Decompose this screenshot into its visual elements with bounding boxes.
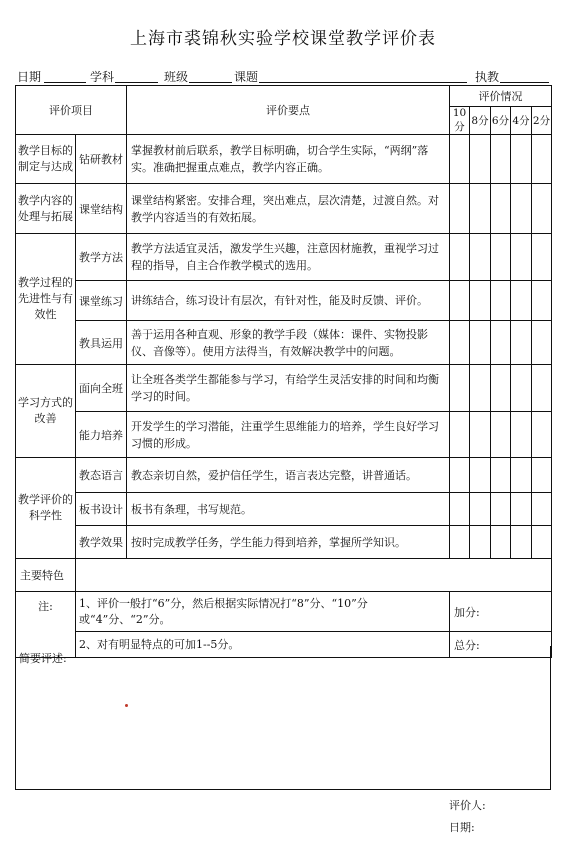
subject-label: 学科: [90, 70, 115, 84]
date-field[interactable]: [44, 82, 86, 83]
total-label: 总分:: [450, 632, 552, 658]
table-row: [16, 458, 552, 493]
table-header-row: [16, 86, 552, 107]
subitem-cell: 教具运用: [76, 321, 127, 365]
score-cell[interactable]: [491, 365, 511, 412]
score-cell[interactable]: [450, 184, 470, 234]
features-row: [16, 559, 552, 592]
score-cell[interactable]: [470, 184, 491, 234]
score-cell[interactable]: [450, 281, 470, 321]
score-cell[interactable]: [532, 493, 552, 526]
evaluator-label: 评价人:: [449, 799, 486, 812]
teacher-label: 执教: [475, 70, 500, 84]
description-cell: 让全班各类学生都能参与学习，有给学生灵活安排的时间和均衡学习的时间。: [127, 365, 450, 412]
subject-field[interactable]: [115, 82, 158, 83]
header-item: 评价项目: [16, 86, 127, 135]
score-header: 10分: [450, 107, 470, 135]
table-row: [16, 321, 552, 365]
topic-field[interactable]: [259, 82, 467, 83]
description-cell: 按时完成教学任务，学生能力得到培养，掌握所学知识。: [127, 526, 450, 559]
subitem-cell: 课堂结构: [76, 184, 127, 234]
score-cell[interactable]: [450, 526, 470, 559]
score-cell[interactable]: [532, 234, 552, 281]
subitem-cell: 教学效果: [76, 526, 127, 559]
score-cell[interactable]: [511, 365, 532, 412]
subitem-cell: 钻研教材: [76, 135, 127, 184]
description-cell: 善于运用各种直观、形象的教学手段（媒体：课件、实物投影仪、音像等）。使用方法得当，有效解决教学中的问题。: [127, 321, 450, 365]
score-cell[interactable]: [511, 321, 532, 365]
score-cell[interactable]: [470, 281, 491, 321]
description-cell: 讲练结合，练习设计有层次，有针对性，能及时反馈、评价。: [127, 281, 450, 321]
score-cell[interactable]: [511, 493, 532, 526]
score-cell[interactable]: [511, 135, 532, 184]
subitem-cell: 课堂练习: [76, 281, 127, 321]
score-cell[interactable]: [491, 234, 511, 281]
ink-mark: [125, 704, 128, 707]
score-cell[interactable]: [532, 458, 552, 493]
score-cell[interactable]: [532, 321, 552, 365]
description-cell: 教学方法适宜灵活，激发学生兴趣，注意因材施教，重视学习过程的指导，自主合作教学模式的选用。: [127, 234, 450, 281]
score-cell[interactable]: [470, 526, 491, 559]
table-row: [16, 526, 552, 559]
score-cell[interactable]: [511, 526, 532, 559]
score-header: 8分: [470, 107, 491, 135]
score-header: 6分: [491, 107, 511, 135]
description-cell: 开发学生的学习潜能，注重学生思维能力的培养，学生良好学习习惯的形成。: [127, 412, 450, 458]
table-row: [16, 135, 552, 184]
score-cell[interactable]: [450, 365, 470, 412]
header-fields: [15, 68, 551, 84]
table-row: [16, 493, 552, 526]
table-row: [16, 281, 552, 321]
score-cell[interactable]: [532, 365, 552, 412]
score-cell[interactable]: [450, 493, 470, 526]
score-cell[interactable]: [470, 321, 491, 365]
teacher-field[interactable]: [500, 82, 549, 83]
table-row: [16, 365, 552, 412]
score-cell[interactable]: [532, 526, 552, 559]
note-1: 1、评价一般打“6”分，然后根据实际情况打“8”分、“10”分或“4”分、“2”分。: [76, 592, 450, 632]
score-header: 4分: [511, 107, 532, 135]
table-row: [16, 234, 552, 281]
score-cell[interactable]: [450, 135, 470, 184]
notes-label: 注:: [16, 592, 76, 658]
score-cell[interactable]: [450, 321, 470, 365]
score-cell[interactable]: [491, 458, 511, 493]
notes-row: [16, 592, 552, 632]
form-title: 上海市裘锦秋实验学校课堂教学评价表: [130, 29, 436, 49]
score-cell[interactable]: [491, 321, 511, 365]
score-cell[interactable]: [470, 412, 491, 458]
subitem-cell: 教学方法: [76, 234, 127, 281]
category-cell: 教学目标的制定与达成: [16, 135, 76, 184]
subitem-cell: 板书设计: [76, 493, 127, 526]
class-label: 班级: [164, 70, 189, 84]
score-cell[interactable]: [470, 234, 491, 281]
category-cell: 教学过程的先进性与有效性: [16, 234, 76, 365]
category-cell: 教学评价的科学性: [16, 458, 76, 559]
score-cell[interactable]: [511, 458, 532, 493]
note-2: 2、对有明显特点的可加1--5分。: [76, 632, 450, 658]
class-field[interactable]: [189, 82, 232, 83]
score-cell[interactable]: [470, 365, 491, 412]
description-cell: 掌握教材前后联系，教学目标明确，切合学生实际，“两纲”落实。准确把握重点难点，教学内容正确。: [127, 135, 450, 184]
score-cell[interactable]: [491, 493, 511, 526]
description-cell: 教态亲切自然，爱护信任学生，语言表达完整，讲普通话。: [127, 458, 450, 493]
subitem-cell: 能力培养: [76, 412, 127, 458]
score-cell[interactable]: [470, 493, 491, 526]
table-row: [16, 412, 552, 458]
summary-label: 简要评述:: [19, 652, 67, 665]
category-cell: 学习方式的改善: [16, 365, 76, 458]
score-cell[interactable]: [450, 234, 470, 281]
topic-label: 课题: [234, 70, 259, 84]
score-cell[interactable]: [532, 135, 552, 184]
header-rating: 评价情况: [450, 86, 552, 107]
score-cell[interactable]: [491, 184, 511, 234]
header-points: 评价要点: [127, 86, 450, 135]
bonus-label: 加分:: [450, 592, 552, 632]
score-cell[interactable]: [450, 458, 470, 493]
score-cell[interactable]: [450, 412, 470, 458]
date-label: 日期: [17, 70, 42, 84]
category-cell: 教学内容的处理与拓展: [16, 184, 76, 234]
score-cell[interactable]: [511, 234, 532, 281]
subitem-cell: 面向全班: [76, 365, 127, 412]
features-label: 主要特色: [16, 559, 76, 592]
summary-box[interactable]: [15, 646, 551, 790]
score-cell[interactable]: [532, 412, 552, 458]
evaluation-table: [15, 85, 552, 658]
score-cell[interactable]: [470, 458, 491, 493]
score-cell[interactable]: [491, 281, 511, 321]
features-field[interactable]: [76, 559, 552, 592]
score-cell[interactable]: [470, 135, 491, 184]
description-cell: 课堂结构紧密。安排合理，突出难点，层次清楚，过渡自然。对教学内容适当的有效拓展。: [127, 184, 450, 234]
table-row: [16, 184, 552, 234]
score-cell[interactable]: [511, 184, 532, 234]
description-cell: 板书有条理，书写规范。: [127, 493, 450, 526]
sign-date-label: 日期:: [449, 821, 475, 834]
score-cell[interactable]: [532, 184, 552, 234]
score-cell[interactable]: [532, 281, 552, 321]
score-cell[interactable]: [511, 281, 532, 321]
score-header: 2分: [532, 107, 552, 135]
score-cell[interactable]: [511, 412, 532, 458]
score-cell[interactable]: [491, 526, 511, 559]
score-cell[interactable]: [491, 135, 511, 184]
score-cell[interactable]: [491, 412, 511, 458]
subitem-cell: 教态语言: [76, 458, 127, 493]
